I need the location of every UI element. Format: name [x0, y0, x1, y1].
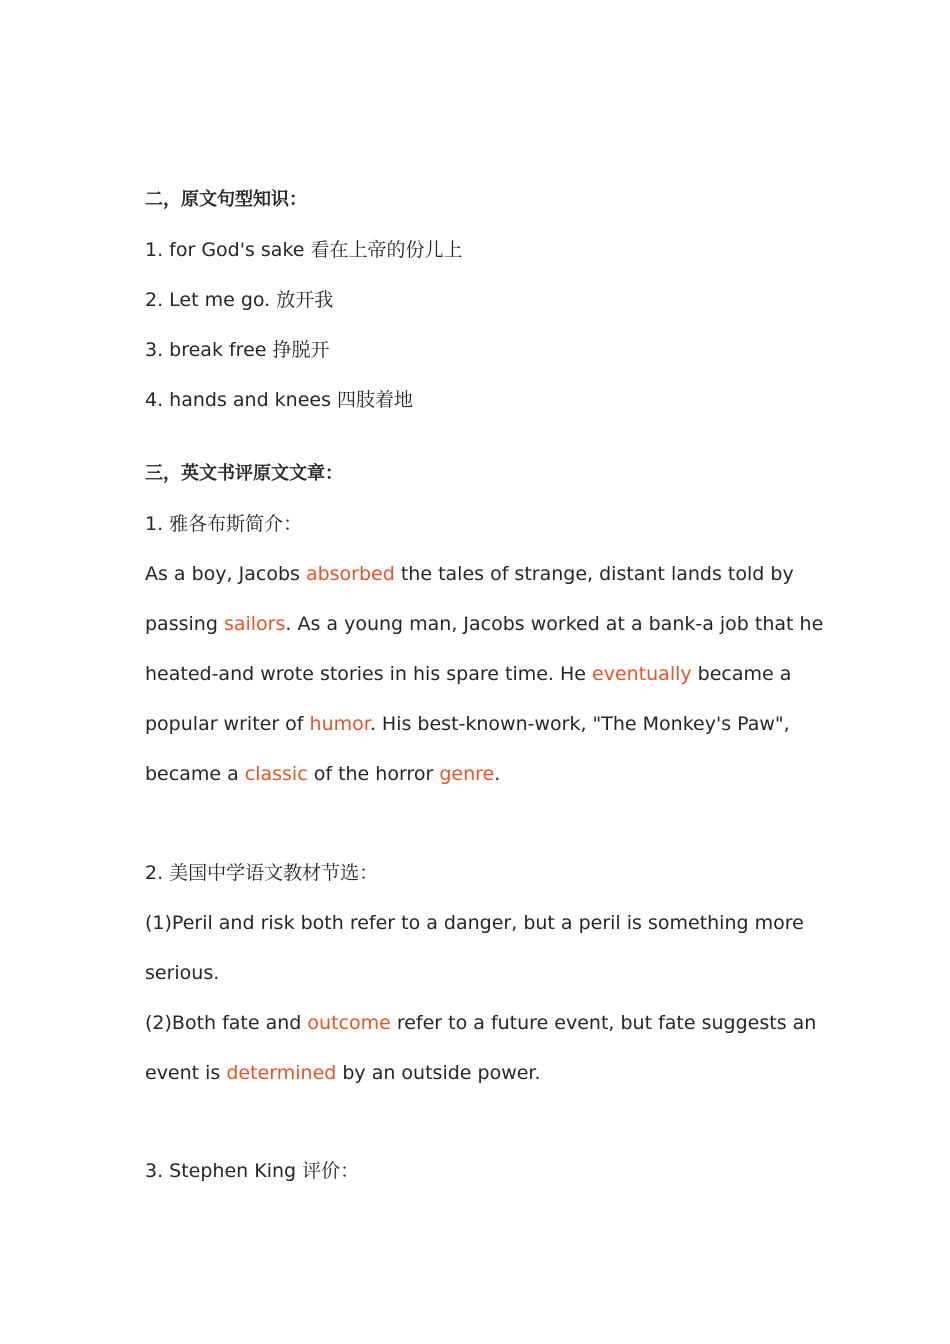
text-run: (2)Both fate and — [145, 1012, 308, 1034]
text-run: . His best-known-work, "The Monkey's Paw", — [369, 713, 790, 735]
paragraph-line — [145, 761, 500, 787]
highlighted-word: outcome — [307, 1012, 391, 1034]
paragraph-line — [145, 561, 794, 587]
highlighted-word: determined — [226, 1062, 337, 1084]
paragraph-line — [145, 1060, 541, 1086]
text-run: . As a young man, Jacobs worked at a bank-a job that he — [285, 613, 824, 635]
subsection-title-textbook-excerpt: 2. 美国中学语文教材节选： — [145, 862, 379, 884]
paragraph-line — [145, 711, 790, 737]
text-run: heated-and wrote stories in his spare time. He — [145, 663, 593, 685]
highlighted-word: eventually — [592, 663, 692, 685]
pattern-item-2: 2. Let me go. 放开我 — [145, 289, 334, 311]
highlighted-word: sailors — [223, 613, 286, 635]
text-run: the tales of strange, distant lands told by — [394, 563, 794, 585]
text-run: of the horror — [307, 763, 440, 785]
paragraph-line — [145, 611, 823, 637]
pattern-item-4: 4. hands and knees 四肢着地 — [145, 389, 414, 411]
highlighted-word: classic — [244, 763, 308, 785]
document-page — [145, 0, 825, 1344]
pattern-item-1: 1. for God's sake 看在上帝的份儿上 — [145, 239, 463, 261]
subsection-title-stephen-king: 3. Stephen King 评价： — [145, 1160, 360, 1182]
text-run: by an outside power. — [336, 1062, 541, 1084]
text-run: As a boy, Jacobs — [145, 563, 306, 585]
highlighted-word: humor — [309, 713, 370, 735]
text-run: popular writer of — [145, 713, 310, 735]
subsection-title-jacobs-intro: 1. 雅各布斯简介： — [145, 513, 303, 535]
text-run: . — [494, 763, 501, 785]
text-run: passing — [145, 613, 224, 635]
pattern-item-3: 3. break free 挣脱开 — [145, 339, 330, 361]
highlighted-word: absorbed — [305, 563, 395, 585]
section-heading-sentence-patterns: 二，原文句型知识： — [145, 189, 307, 210]
text-run: event is — [145, 1062, 227, 1084]
paragraph-line: serious. — [145, 962, 220, 984]
text-run: became a — [691, 663, 792, 685]
paragraph-line: (1)Peril and risk both refer to a danger, but a peril is something more — [145, 912, 804, 934]
highlighted-word: genre — [439, 763, 495, 785]
paragraph-line — [145, 661, 791, 687]
paragraph-line — [145, 1010, 816, 1036]
section-heading-book-review: 三，英文书评原文文章： — [145, 463, 343, 484]
text-run: became a — [145, 763, 245, 785]
text-run: refer to a future event, but fate suggests an — [390, 1012, 817, 1034]
